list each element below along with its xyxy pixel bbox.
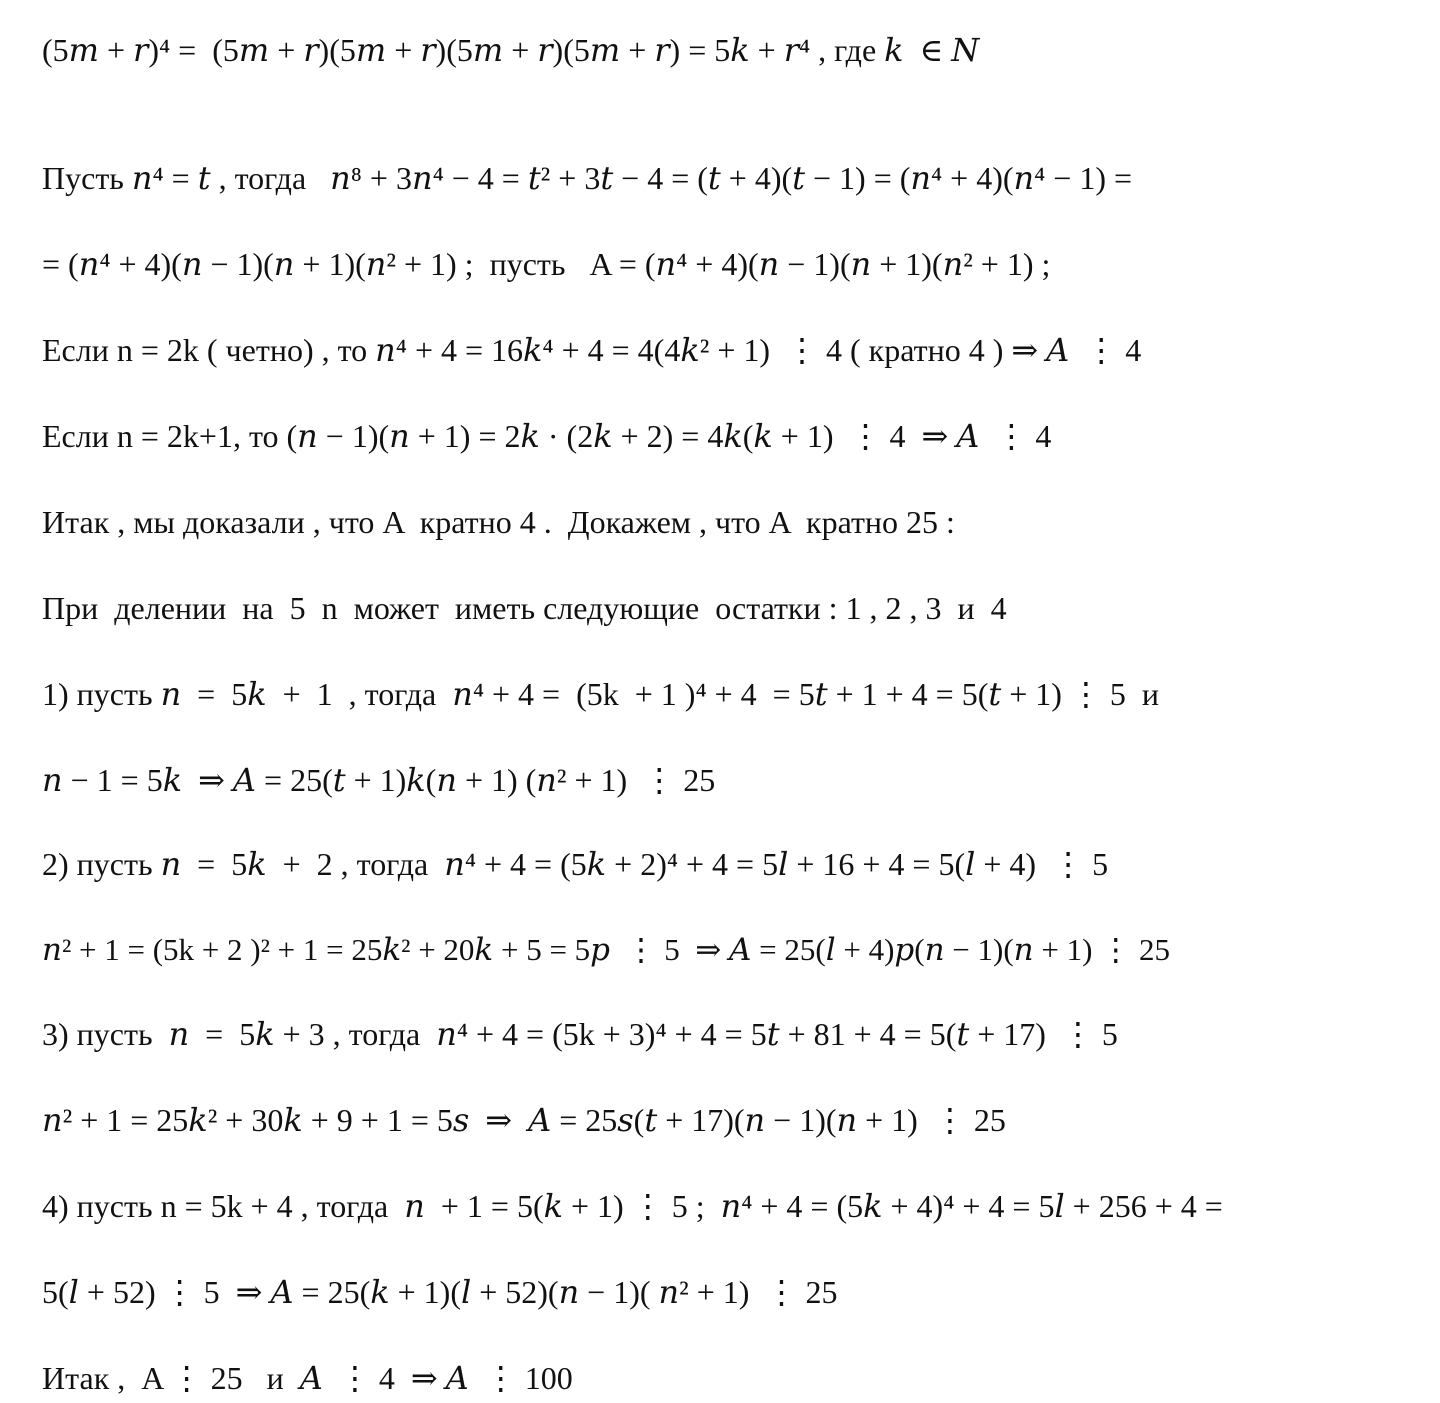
- text-line-14: 4) пусть n = 5k + 4 , тогда 𝑛 + 1 = 5(𝑘 + 1) ⋮ 5 ; 𝑛⁴ + 4 = (5𝑘 + 4)⁴ + 4 = 5𝑙 + 256 + 4 =: [42, 1188, 1223, 1224]
- text-line-8: 1) пусть 𝑛 = 5𝑘 + 1 , тогда 𝑛⁴ + 4 = (5k + 1 )⁴ + 4 = 5𝑡 + 1 + 4 = 5(𝑡 + 1) ⋮ 5 и: [42, 676, 1160, 712]
- text-line-1: (5𝑚 + 𝑟)⁴ = (5𝑚 + 𝑟)(5𝑚 + 𝑟)(5𝑚 + 𝑟)(5𝑚 + 𝑟) = 5𝑘 + 𝑟⁴ , где 𝑘 ∈ 𝑁: [42, 32, 980, 68]
- text-line-10: 2) пусть 𝑛 = 5𝑘 + 2 , тогда 𝑛⁴ + 4 = (5𝑘 + 2)⁴ + 4 = 5𝑙 + 16 + 4 = 5(𝑙 + 4) ⋮ 5: [42, 846, 1109, 882]
- text-line-16: Итак , A ⋮ 25 и 𝐴 ⋮ 4 ⇒ 𝐴 ⋮ 100: [42, 1360, 573, 1396]
- text-line-13: 𝑛² + 1 = 25𝑘² + 30𝑘 + 9 + 1 = 5𝑠 ⇒ 𝐴 = 25𝑠(𝑡 + 17)(𝑛 − 1)(𝑛 + 1) ⋮ 25: [42, 1102, 1006, 1138]
- text-line-6: Итак , мы доказали , что A кратно 4 . Докажем , что A кратно 25 :: [42, 504, 955, 540]
- text-line-9: 𝑛 − 1 = 5𝑘 ⇒ 𝐴 = 25(𝑡 + 1)𝑘(𝑛 + 1) (𝑛² + 1) ⋮ 25: [42, 762, 716, 798]
- text-line-15: 5(𝑙 + 52) ⋮ 5 ⇒ 𝐴 = 25(𝑘 + 1)(𝑙 + 52)(𝑛 − 1)( 𝑛² + 1) ⋮ 25: [42, 1274, 838, 1310]
- text-line-12: 3) пусть 𝑛 = 5𝑘 + 3 , тогда 𝑛⁴ + 4 = (5k + 3)⁴ + 4 = 5𝑡 + 81 + 4 = 5(𝑡 + 17) ⋮ 5: [42, 1016, 1118, 1052]
- text-line-3: = (𝑛⁴ + 4)(𝑛 − 1)(𝑛 + 1)(𝑛² + 1) ; пусть A = (𝑛⁴ + 4)(𝑛 − 1)(𝑛 + 1)(𝑛² + 1) ;: [42, 246, 1051, 282]
- text-line-11: 𝑛² + 1 = (5k + 2 )² + 1 = 25𝑘² + 20𝑘 + 5 = 5𝑝 ⋮ 5 ⇒ 𝐴 = 25(𝑙 + 4)𝑝(𝑛 − 1)(𝑛 + 1) ⋮ 25: [42, 932, 1170, 967]
- text-line-5: Если n = 2k+1, то (𝑛 − 1)(𝑛 + 1) = 2𝑘 · (2𝑘 + 2) = 4𝑘(𝑘 + 1) ⋮ 4 ⇒ 𝐴 ⋮ 4: [42, 418, 1052, 454]
- text-line-4: Если n = 2k ( четно) , то 𝑛⁴ + 4 = 16𝑘⁴ + 4 = 4(4𝑘² + 1) ⋮ 4 ( кратно 4 ) ⇒ 𝐴 ⋮ 4: [42, 332, 1142, 368]
- text-line-2: Пусть 𝑛⁴ = 𝑡 , тогда 𝑛⁸ + 3𝑛⁴ − 4 = 𝑡² + 3𝑡 − 4 = (𝑡 + 4)(𝑡 − 1) = (𝑛⁴ + 4)(𝑛⁴ − 1) =: [42, 160, 1133, 196]
- text-line-7: При делении на 5 n может иметь следующие остатки : 1 , 2 , 3 и 4: [42, 590, 1007, 626]
